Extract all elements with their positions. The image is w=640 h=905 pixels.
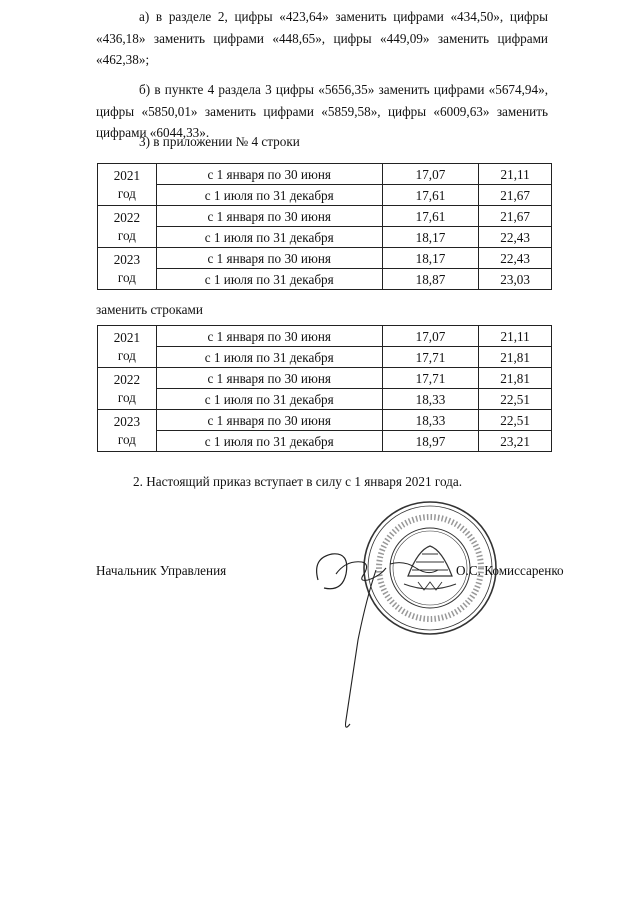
tariff-table-new [97,325,552,452]
year-unit: год [117,269,136,285]
value-cell: 17,07 [382,164,479,185]
period-cell: с 1 января по 30 июня [156,326,382,347]
period-cell: с 1 июля по 31 декабря [156,389,382,410]
signatory-position: Начальник Управления [96,563,227,578]
year-value: 2023 [113,413,141,429]
paragraph-a: а) в разделе 2, цифры «423,64» заменить цифрами «434,50», цифры «436,18» заменить цифрами «448,65», цифры «449,09» заменить цифрами «462,38»; [96,9,548,67]
table-row [98,347,552,368]
value-cell: 18,33 [382,389,479,410]
table-row [98,326,552,347]
value-cell: 22,43 [479,248,552,269]
period-cell: с 1 января по 30 июня [156,248,382,269]
period-cell: с 1 июля по 31 декабря [156,227,382,248]
year-cell [98,326,157,368]
paragraph-b: б) в пункте 4 раздела 3 цифры «5656,35» заменить цифрами «5674,94», цифры «5850,01» заменить цифрами «5859,58», цифры «6009,63» заменить цифрами «6044,33». [96,82,548,140]
value-cell: 21,81 [479,347,552,368]
table-row [98,431,552,452]
value-cell: 17,71 [382,368,479,389]
value-cell: 21,11 [479,326,552,347]
table-row [98,206,552,227]
value-cell: 23,03 [479,269,552,290]
year-unit: год [117,347,136,363]
value-cell: 17,61 [382,206,479,227]
value-cell: 18,33 [382,410,479,431]
period-cell: с 1 января по 30 июня [156,410,382,431]
table-row [98,248,552,269]
period-cell: с 1 июля по 31 декабря [156,431,382,452]
table-row [98,368,552,389]
year-unit: год [117,431,136,447]
table-row [98,227,552,248]
table-row [98,185,552,206]
value-cell: 21,11 [479,164,552,185]
value-cell: 22,51 [479,389,552,410]
handwritten-signature [306,540,446,740]
year-value: 2022 [113,209,141,225]
year-unit: год [117,185,136,201]
signatory-name: О.С. Комиссаренко [456,563,564,578]
year-cell [98,368,157,410]
value-cell: 18,97 [382,431,479,452]
value-cell: 23,21 [479,431,552,452]
value-cell: 22,43 [479,227,552,248]
value-cell: 21,67 [479,206,552,227]
year-unit: год [117,227,136,243]
period-cell: с 1 января по 30 июня [156,206,382,227]
year-cell [98,248,157,290]
table-row [98,164,552,185]
value-cell: 21,67 [479,185,552,206]
value-cell: 21,81 [479,368,552,389]
period-cell: с 1 января по 30 июня [156,164,382,185]
period-cell: с 1 июля по 31 декабря [156,269,382,290]
value-cell: 17,71 [382,347,479,368]
value-cell: 18,87 [382,269,479,290]
value-cell: 17,61 [382,185,479,206]
table-row [98,389,552,410]
year-cell [98,206,157,248]
year-value: 2021 [113,167,141,183]
year-value: 2023 [113,251,141,267]
year-cell [98,164,157,206]
value-cell: 22,51 [479,410,552,431]
tariff-table-old [97,163,552,290]
value-cell: 18,17 [382,248,479,269]
value-cell: 17,07 [382,326,479,347]
value-cell: 18,17 [382,227,479,248]
period-cell: с 1 июля по 31 декабря [156,185,382,206]
year-cell [98,410,157,452]
year-value: 2021 [113,329,141,345]
period-cell: с 1 января по 30 июня [156,368,382,389]
clause-2: 2. Настоящий приказ вступает в силу с 1 января 2021 года. [133,474,463,489]
year-value: 2022 [113,371,141,387]
table-row [98,410,552,431]
replace-label: заменить строками [96,302,203,317]
period-cell: с 1 июля по 31 декабря [156,347,382,368]
paragraph-c: 3) в приложении № 4 строки [139,134,300,149]
table-row [98,269,552,290]
year-unit: год [117,389,136,405]
